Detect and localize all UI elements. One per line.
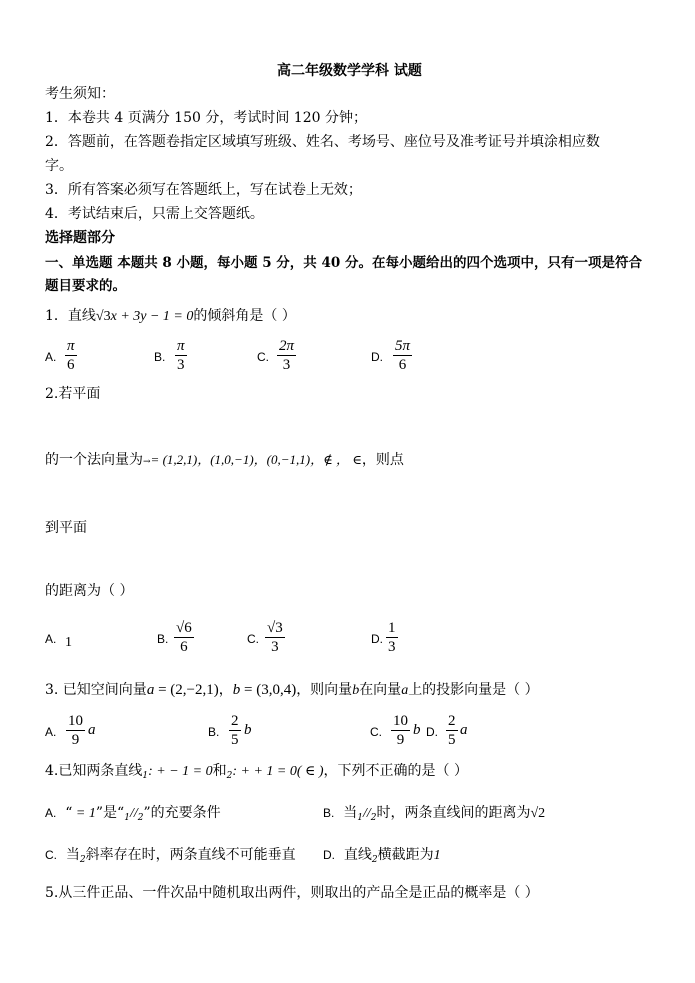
q1-option-c-fraction: 2π 3: [279, 338, 295, 373]
q3-option-d-vector: a: [460, 722, 468, 738]
question-2-normal-vector: 的一个法向量为→= (1,2,1)，(1,0,−1)，(0,−1,1)，∉ ， ∈，则点: [45, 452, 404, 468]
q2-option-a-label: A.: [45, 632, 57, 646]
section-label: 选择题部分: [45, 230, 115, 246]
q3-option-a-fraction: 10 9: [68, 713, 83, 748]
q1-option-a-label: A.: [45, 350, 57, 364]
q3-option-b-fraction: 2 5: [231, 713, 239, 748]
q2-option-d-label: D.: [371, 632, 383, 646]
notice-item-2: 2．答题前，在答题卷指定区域填写班级、姓名、考场号、座位号及准考证号并填涂相应数: [45, 134, 600, 150]
q1-option-b-label: B.: [154, 350, 166, 364]
q3-option-b-label: B.: [208, 725, 220, 739]
question-1-stem: [45, 307, 296, 326]
q2-option-c-label: C.: [247, 632, 259, 646]
notice-item-2-cont: 字。: [45, 158, 73, 174]
part1-instructions-cont: 题目要求的。: [45, 278, 126, 294]
q4-option-d: D. 直线$_2$横截距为1: [323, 847, 441, 865]
q2-option-b-label: B.: [157, 632, 169, 646]
q1-option-a-fraction: π 6: [67, 338, 75, 373]
question-3-stem: 3. 已知空间向量a = (2,−2,1)，b = (3,0,4)，则向量b在向量a上的投影向量是（ ）: [45, 682, 539, 698]
q3-option-c-fraction: 10 9: [393, 713, 408, 748]
q1-option-d-label: D.: [371, 350, 383, 364]
notice-item-4: 4．考试结束后，只需上交答题纸。: [45, 206, 264, 222]
q3-option-b-vector: b: [244, 722, 252, 738]
q1-suffix: 的倾斜角是（ ）: [193, 308, 296, 324]
q3-option-a-label: A.: [45, 725, 57, 739]
q1-equation: x + 3y − 1 = 0: [110, 309, 194, 324]
notice-heading: 考生须知：: [45, 86, 115, 102]
notice-item-3: 3．所有答案必须写在答题纸上，写在试卷上无效；: [45, 182, 362, 198]
q3-option-d-label: D.: [426, 725, 438, 739]
page-title: 高二年级数学学科 试题: [277, 63, 422, 79]
q1-option-b-fraction: π 3: [177, 338, 185, 373]
q2-option-a-value: 1: [65, 635, 72, 650]
q2-option-b-fraction: √6 6: [176, 620, 192, 655]
notice-item-1: 1．本卷共 4 页满分 150 分，考试时间 120 分钟；: [45, 110, 367, 126]
q3-option-c-vector: b: [413, 722, 421, 738]
q4-option-a: A. “ = 1”是“$_1//_2$”的充要条件: [45, 805, 221, 823]
question-4-stem: 4.已知两条直线$_1$: + − 1 = 0和$_2$: + + 1 = 0( ∈ )，下列不正确的是（ ）: [45, 763, 468, 781]
q3-option-d-fraction: 2 5: [448, 713, 456, 748]
q1-option-c-label: C.: [257, 350, 269, 364]
q4-option-c: C. 当$_2$斜率存在时，两条直线不可能垂直: [45, 847, 296, 865]
q3-option-a-vector: a: [88, 722, 96, 738]
q2-option-c-fraction: √3 3: [267, 620, 283, 655]
part1-instructions: 一、单选题 本题共 8 小题，每小题 5 分，共 40 分。在每小题给出的四个选项中，只有一项是符合: [45, 255, 642, 271]
q1-prefix: 1．直线: [45, 308, 96, 324]
q4-option-b: B. 当$_1//_2$时，两条直线间的距离为√2: [323, 805, 546, 823]
question-2-to-plane: 到平面: [45, 520, 87, 536]
question-2-stem: 2.若平面: [45, 386, 101, 402]
q1-option-d-fraction: 5π 6: [395, 338, 411, 373]
question-2-distance: 的距离为（ ）: [45, 583, 134, 599]
question-5-stem: 5.从三件正品、一件次品中随机取出两件，则取出的产品全是正品的概率是（ ）: [45, 885, 539, 901]
q2-option-d-fraction: 1 3: [388, 620, 396, 655]
q3-option-c-label: C.: [370, 725, 382, 739]
q1-sqrt3: √3: [95, 309, 111, 324]
